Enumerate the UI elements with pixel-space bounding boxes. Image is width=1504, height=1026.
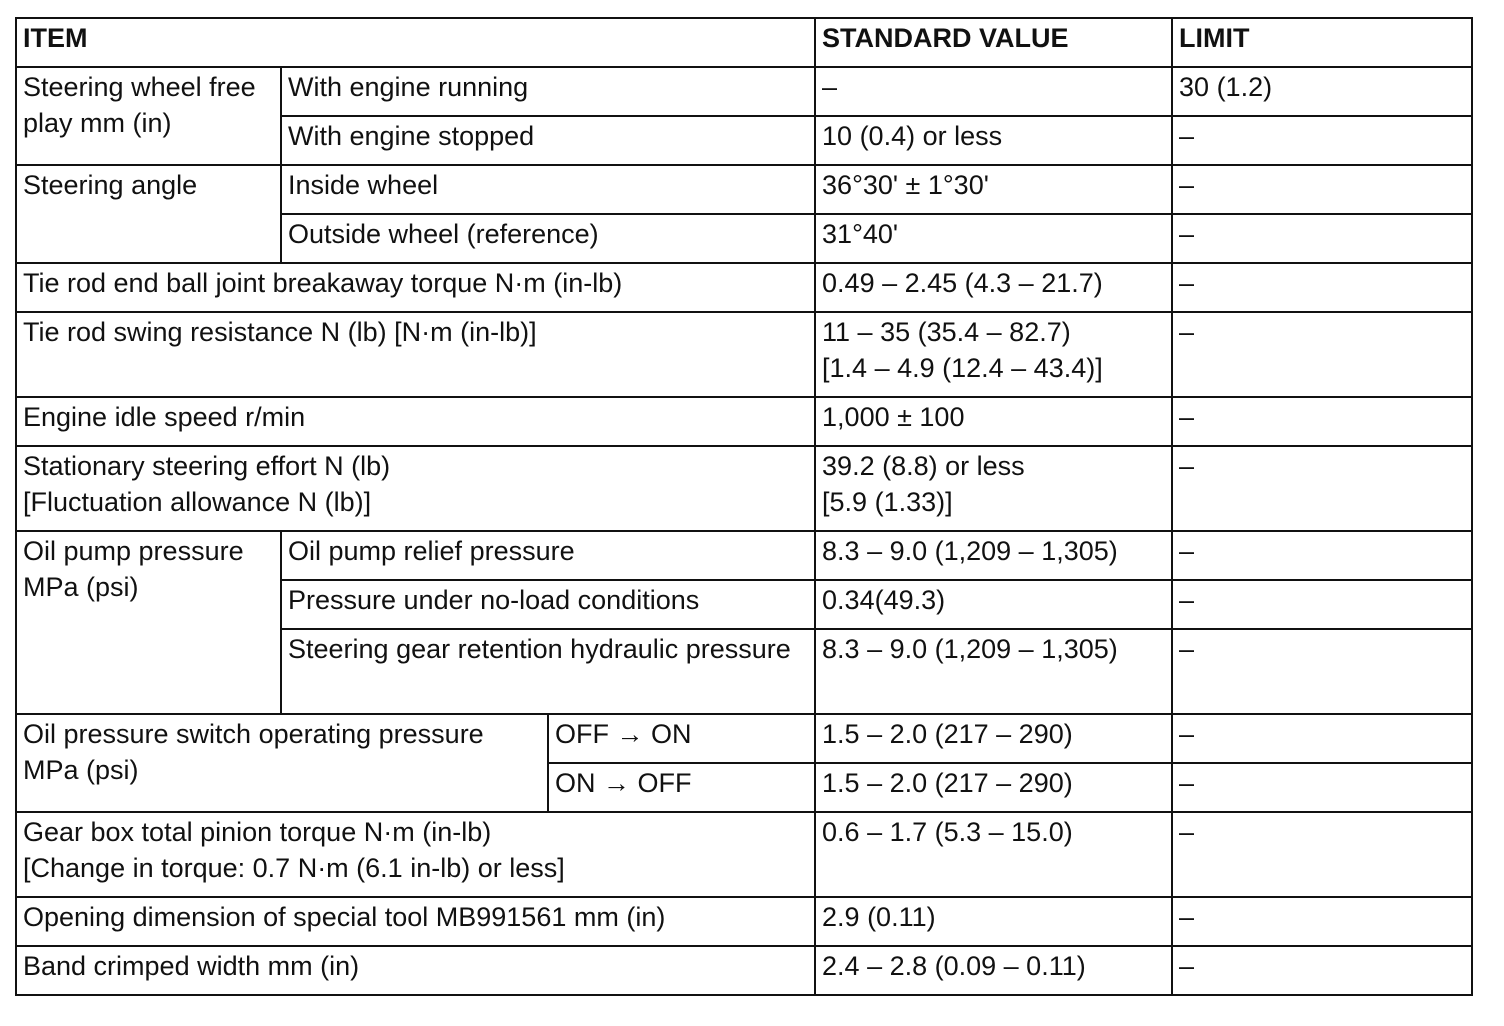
table-row xyxy=(16,397,1472,446)
limit-cell: – xyxy=(1172,714,1472,763)
header-limit: LIMIT xyxy=(1172,18,1472,67)
table-row xyxy=(16,312,1472,397)
limit-cell: – xyxy=(1172,629,1472,714)
limit-cell: – xyxy=(1172,531,1472,580)
item-cell: Steering wheel free play mm (in) xyxy=(16,67,281,165)
limit-cell: – xyxy=(1172,116,1472,165)
sub-item-cell: ON → OFF xyxy=(548,763,815,812)
item-cell: Band crimped width mm (in) xyxy=(16,946,815,995)
sub-item-cell: Oil pump relief pressure xyxy=(281,531,815,580)
standard-value-cell: 36°30' ± 1°30' xyxy=(815,165,1172,214)
limit-cell: – xyxy=(1172,214,1472,263)
item-cell: Engine idle speed r/min xyxy=(16,397,815,446)
limit-cell: – xyxy=(1172,946,1472,995)
sub-item-cell: OFF → ON xyxy=(548,714,815,763)
standard-value-cell: 0.34(49.3) xyxy=(815,580,1172,629)
table-row xyxy=(16,812,1472,897)
table-row xyxy=(16,531,1472,580)
standard-value-cell: 39.2 (8.8) or less [5.9 (1.33)] xyxy=(815,446,1172,531)
standard-value-cell: 2.4 – 2.8 (0.09 – 0.11) xyxy=(815,946,1172,995)
table-row xyxy=(16,897,1472,946)
limit-cell: – xyxy=(1172,812,1472,897)
standard-value-cell: 1.5 – 2.0 (217 – 290) xyxy=(815,714,1172,763)
item-cell: Tie rod end ball joint breakaway torque N·m (in-lb) xyxy=(16,263,815,312)
limit-cell: – xyxy=(1172,580,1472,629)
table-row xyxy=(16,165,1472,214)
item-cell: Tie rod swing resistance N (lb) [N·m (in-lb)] xyxy=(16,312,815,397)
standard-value-cell: – xyxy=(815,67,1172,116)
standard-value-cell: 8.3 – 9.0 (1,209 – 1,305) xyxy=(815,629,1172,714)
header-item: ITEM xyxy=(16,18,815,67)
sub-item-cell: Outside wheel (reference) xyxy=(281,214,815,263)
standard-value-cell: 0.6 – 1.7 (5.3 – 15.0) xyxy=(815,812,1172,897)
limit-cell: – xyxy=(1172,446,1472,531)
standard-value-cell: 1.5 – 2.0 (217 – 290) xyxy=(815,763,1172,812)
standard-value-cell: 1,000 ± 100 xyxy=(815,397,1172,446)
standard-value-cell: 8.3 – 9.0 (1,209 – 1,305) xyxy=(815,531,1172,580)
item-cell: Gear box total pinion torque N·m (in-lb) [Change in torque: 0.7 N·m (6.1 in-lb) or less] xyxy=(16,812,815,897)
header-standard-value: STANDARD VALUE xyxy=(815,18,1172,67)
header-row xyxy=(16,18,1472,67)
item-cell: Oil pressure switch operating pressure MPa (psi) xyxy=(16,714,548,812)
standard-value-cell: 31°40' xyxy=(815,214,1172,263)
sub-item-cell: Pressure under no-load conditions xyxy=(281,580,815,629)
standard-value-cell: 0.49 – 2.45 (4.3 – 21.7) xyxy=(815,263,1172,312)
table-row xyxy=(16,446,1472,531)
limit-cell: – xyxy=(1172,263,1472,312)
item-cell: Opening dimension of special tool MB991561 mm (in) xyxy=(16,897,815,946)
standard-value-cell: 2.9 (0.11) xyxy=(815,897,1172,946)
limit-cell: – xyxy=(1172,165,1472,214)
limit-cell: – xyxy=(1172,397,1472,446)
sub-item-cell: Steering gear retention hydraulic pressure xyxy=(281,629,815,714)
item-cell: Steering angle xyxy=(16,165,281,263)
sub-item-cell: With engine running xyxy=(281,67,815,116)
limit-cell: – xyxy=(1172,312,1472,397)
limit-cell: – xyxy=(1172,763,1472,812)
standard-value-cell: 10 (0.4) or less xyxy=(815,116,1172,165)
sub-item-cell: Inside wheel xyxy=(281,165,815,214)
specification-table xyxy=(15,17,1473,996)
limit-cell: – xyxy=(1172,897,1472,946)
item-cell: Oil pump pressure MPa (psi) xyxy=(16,531,281,714)
table-row xyxy=(16,263,1472,312)
table-row xyxy=(16,714,1472,763)
limit-cell: 30 (1.2) xyxy=(1172,67,1472,116)
table-row xyxy=(16,946,1472,995)
sub-item-cell: With engine stopped xyxy=(281,116,815,165)
item-cell: Stationary steering effort N (lb) [Fluctuation allowance N (lb)] xyxy=(16,446,815,531)
standard-value-cell: 11 – 35 (35.4 – 82.7) [1.4 – 4.9 (12.4 – 43.4)] xyxy=(815,312,1172,397)
table-row xyxy=(16,67,1472,116)
